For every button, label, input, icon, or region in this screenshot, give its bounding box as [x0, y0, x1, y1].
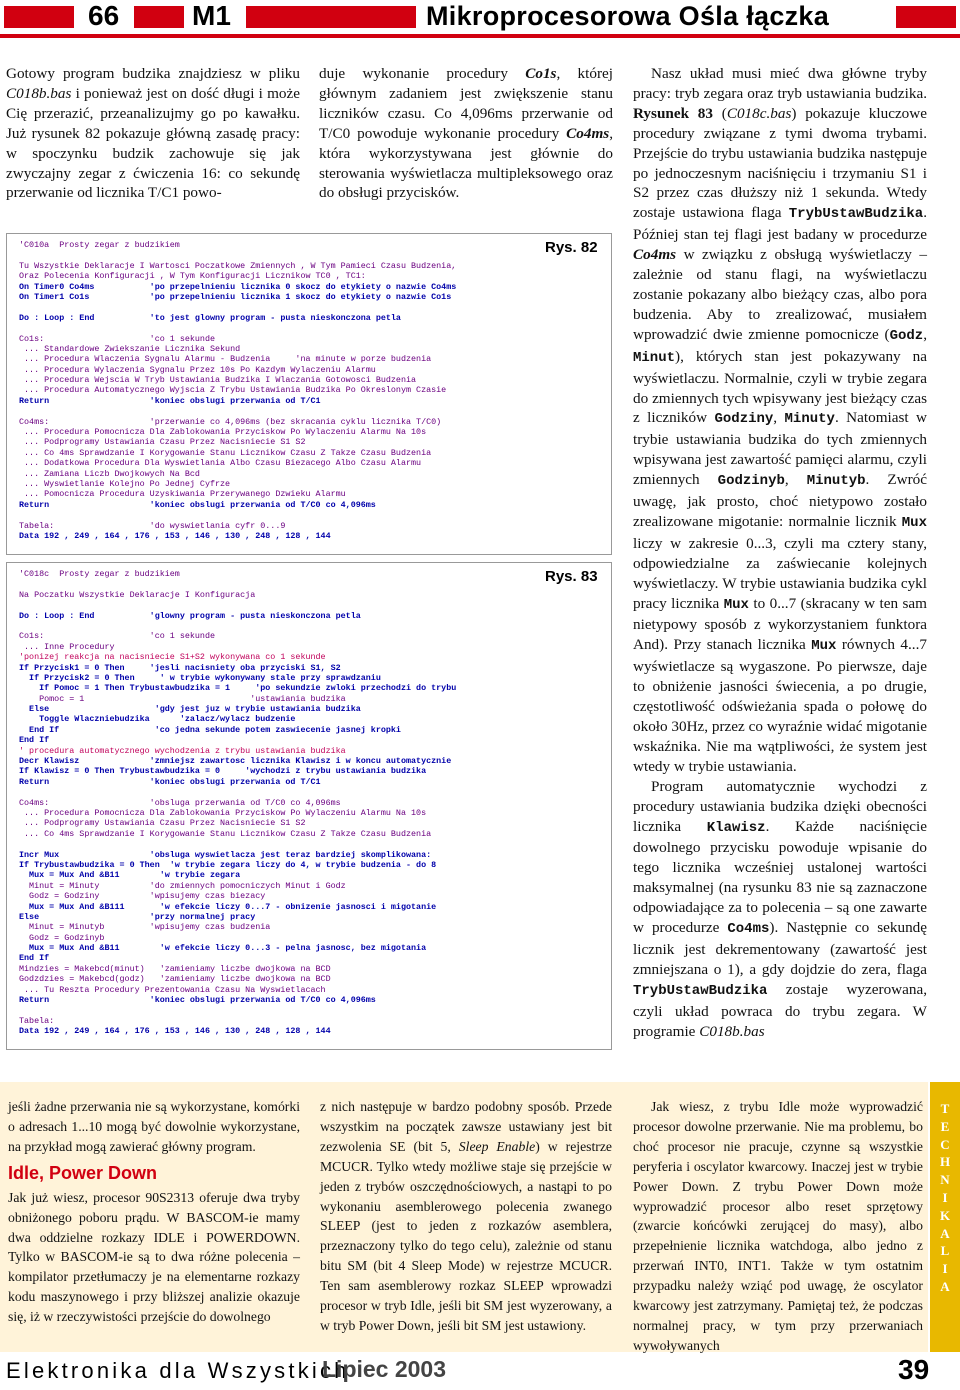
code-line: ... Procedura Automatycznego Wyjscia Z Trybu Ustawiania Budzika Po Okreslonym Czasie [19, 385, 447, 396]
code-line: ... Podprogramy Ustawiania Czasu Przez Nacisniecie S1 S2 [19, 437, 306, 448]
code-line: Return 'koniec obslugi przerwania od T/C1 [19, 395, 321, 406]
code-line: ... Podprogramy Ustawiania Czasu Przez Nacisniecie S1 S2 [19, 818, 306, 829]
code-line: ... Procedura Pomocnicza Dla Zablokowania Przyciskow Po Wylaczeniu Alarmu Na 10s [19, 427, 427, 438]
code-line: Minut = Minutyb 'wpisujemy czas budzenia [19, 922, 271, 933]
proc-name: Co4ms [566, 124, 610, 142]
side-tab-letters [930, 1082, 960, 1296]
code-line [19, 600, 611, 610]
code-line: ... Procedura Wlaczenia Sygnalu Alarmu - Budzenia 'na minute w porze budzenia [19, 354, 432, 365]
code-line: ... Zamiana Liczb Dwojkowych Na Bcd [19, 468, 200, 479]
side-tab-letter: C [940, 1136, 950, 1152]
code-line: 'ponizej reakcja na nacisniecie S1+S2 wykonywana co 1 sekunde [19, 652, 326, 663]
code-line: ... Inne Procedury [19, 641, 115, 652]
code-line: Incr Mux 'obsluga wyswietlacza jest teraz bardziej skomplikowana: [19, 849, 432, 860]
code-line: Mux = Mux And &B11 'w efekcie liczy 0...3 - pelna jasnosc, bez migotania [19, 943, 427, 954]
header-bar-end [896, 6, 956, 28]
column-3-text: Nasz układ musi mieć dwa główne tryby pracy: tryb zegara oraz tryb ustawiania budzika. Rysunek 83 (C018c.bas) pokazuje kluczowe procedury związane z tymi dwoma trybami. Przejście do trybu ustawiania budzika następuje po jednoczesnym naciśnięciu i trzymaniu S1 i S2 przez czas dłuższy niż 1 sekunda. Wtedy zostaje ustawiona flaga TrybUstawBudzika. Później stan tej flagi jest badany w procedurze Co4ms w związku z obsługą wyświetlaczy – zależnie od stanu flagi, na wyświetlaczu zostanie pokazany albo bieżący czas, albo pora budzenia. Aby to zrealizować, musiałem wprowadzić dwie zmienne pomocnicze (Godz, Minut), których stan jest pokazywany na wyświetlaczu. Normalnie, czyli w trybie zegara do zmiennych tych wpisywany jest bieżący czas z liczników Godziny, Minuty. Natomiast w trybie ustawiania budzika do tych zmiennych wpisywana jest zawartość pamięci alarmu, czyli zmiennych Godzinyb, Minutyb. Zwróć uwagę, jak prosto, choć nietypowo zostało zrealizowane migotanie: normalnie licznik Mux liczy w zakresie 0...3, czyli ma cztery stany, odpowiedzialne za zaświecanie kolejnych wyświetlaczy. W trybie ustawiania budzika cykl pracy licznika Mux to 0...7 (skracany w ten sam nietypowy sposób z wykorzystaniem funktora And). Przy stanach licznika Mux równych 4...7 wyświetlacze są wygaszone. Po pierwsze, daje to obniżenie jasności świecenia, a po drugie, częstotliwość odświeżania spada o połowę do około 30Hz, przez co wyraźnie widać migotanie wskaźnika. Nie ma wątpliwości, że system jest wtedy w trybie ustawiania. Program automatycznie wychodzi z procedury ustawiania budzika dzięki obecności licznika Klawisz. Każde naciśnięcie dowolnego przycisku powoduje wpisanie do tego licznika wcześniej ustalonej wartości maksymalnej (na rysunku 83 nie są zaznaczone odpowiadające za to polecenia – są one zawarte w procedurze Co4ms). Następnie co sekundę licznik jest dekrementowany (zawartość jest zmniejszana o 1), a gdy dojdzie do zera, flaga TrybUstawBudzika zostaje wyzerowana, czyli układ powraca do trybu zegara. W programie C018b.bas [633, 65, 927, 1040]
code-line: Na Poczatku Wszystkie Deklaracje I Konfiguracja [19, 589, 256, 600]
code-line: Godz = Godzinyb [19, 932, 105, 943]
code-line [19, 406, 611, 416]
code-line: On Timer1 Co1s 'po przepelnieniu licznika 1 skocz do etykiety o nazwie Co1s [19, 291, 452, 302]
code-line: Mindzies = Makebcd(minut) 'zamieniamy liczbe dwojkowa na BCD [19, 963, 331, 974]
side-tab-letter: I [942, 1261, 948, 1277]
code-line: End If [19, 735, 50, 746]
section-tag: M1 [192, 0, 231, 31]
code-line [19, 510, 611, 520]
code-line: Do : Loop : End 'glowny program - pusta nieskonczona petla [19, 610, 361, 621]
side-tab-letter: A [940, 1225, 950, 1241]
code-line: Co4ms: 'obsluga przerwania od T/C0 co 4,096ms [19, 797, 341, 808]
code-line: Toggle Wlaczniebudzika 'zalacz/wylacz budzenie [19, 714, 296, 725]
side-tab-letter: L [940, 1243, 950, 1259]
code-line: Mux = Mux And &B11 'w trybie zegara [19, 870, 241, 881]
code-line: Else 'gdy jest juz w trybie ustawiania budzika [19, 704, 361, 715]
code-line: ' procedura automatycznego wychodzenia z trybu ustawiania budzika [19, 745, 346, 756]
code-line: Data 192 , 249 , 164 , 176 , 153 , 146 , 130 , 248 , 128 , 144 [19, 530, 331, 541]
code-line [19, 579, 611, 589]
code-line [19, 1005, 611, 1015]
side-tab-letter: K [939, 1207, 951, 1223]
code-line: Return 'koniec obslugi przerwania od T/C0 co 4,096ms [19, 995, 376, 1006]
code-line: Tu Wszystkie Deklaracje I Wartosci Poczatkowe Zmiennych , W Tym Pamieci Czasu Budzenia, [19, 260, 457, 271]
code-line [19, 302, 611, 312]
code-line: Decr Klawisz 'zmniejsz zawartosc licznika Klawisz i w koncu automatycznie [19, 756, 452, 767]
code-line: ... Standardowe Zwiekszanie Licznika Sekund [19, 343, 241, 354]
code-line: 'C010a Prosty zegar z budzikiem [19, 240, 180, 250]
code-line: Return 'koniec obslugi przerwania od T/C1 [19, 776, 321, 787]
code-listing-rys82 [6, 233, 612, 555]
code-line: Pomoc = 1 'ustawiania budzika [19, 693, 346, 704]
code-line: ... Pomocnicza Procedura Uzyskiwania Przerywanego Dzwieku Alarmu [19, 489, 346, 500]
header-title: Mikroprocesorowa Ośla łączka [426, 1, 830, 31]
band-column-1: jeśli żadne przerwania nie są wykorzystane, komórki o adresach 1...10 mogą być dowolnie wykorzystane, na przykład mogą zawierać główny program. Idle, Power Down Jak już wiesz, procesor 90S2313 oferuje dwa tryby obniżonego poboru prądu. W BASCOM-ie mamy dwa oddzielne rozkazy IDLE i POWERDOWN. Tylko w BASCOM-ie są to dwa różne polecenia – kompilator przetłumaczy je na elementarne rozkazy kodu maszynowego i przy bliższej analizie okazuje się, iż w rzeczywistości przejście do dowolnego [8, 1099, 300, 1325]
code-line: If Trybustawbudzika = 0 Then 'w trybie zegara liczy do 4, w trybie budzenia - do 8 [19, 859, 437, 870]
side-tab-letter: H [939, 1154, 951, 1170]
code-line: Oraz Polecenia Konfiguracji , W Tym Konfiguracji Licznikow TC0 , TC1: [19, 271, 366, 282]
code-line: ... Procedura Wejscia W Tryb Ustawiania Budzika I Wlaczania Gotowosci Budzenia [19, 375, 417, 386]
code-line: ... Wyswietlanie Kolejno Po Jednej Cyfrze [19, 478, 231, 489]
header-bar-mid [134, 6, 184, 28]
figure-label-82: Rys. 82 [545, 239, 598, 256]
code-line [19, 621, 611, 631]
code-line [19, 787, 611, 797]
code-line: Godz = Godziny 'wpisujemy czas biezacy [19, 891, 266, 902]
side-tab-letter: A [940, 1278, 950, 1294]
code-line: On Timer0 Co4ms 'po przepelnieniu licznika 0 skocz do etykiety o nazwie Co4ms [19, 281, 457, 292]
figure-label-83: Rys. 83 [545, 568, 598, 585]
code-line: End If 'co jedna sekunde potem zaswiecenie jasnej kropki [19, 724, 401, 735]
code-listing-rys83 [6, 562, 612, 1050]
code-line: ... Co 4ms Sprawdzanie I Korygowanie Stanu Licznikow Czasu Z Takze Czasu Budzenia [19, 447, 432, 458]
side-tab-technikalia [930, 1082, 960, 1352]
code-line: If Klawisz = 0 Then Trybustawbudzika = 0 'wychodzi z trybu ustawiania budzika [19, 766, 427, 777]
issue-date: Lipiec 2003 [322, 1356, 447, 1382]
code-line [19, 323, 611, 333]
code-line: Data 192 , 249 , 164 , 176 , 153 , 146 , 130 , 248 , 128 , 144 [19, 1026, 331, 1037]
code-line: If Przycisk2 = 0 Then ' w trybie wykonywany stale przy sprawdzaniu [19, 672, 381, 683]
code-line: Tabela: 'do wyswietlania cyfr 0...9 [19, 520, 286, 531]
code-line [19, 839, 611, 849]
code-line: 'C018c Prosty zegar z budzikiem [19, 569, 180, 579]
page-number: 39 [898, 1354, 930, 1385]
header-rule [0, 34, 960, 38]
section-heading: Idle, Power Down [8, 1162, 158, 1183]
side-tab-letter: E [940, 1118, 950, 1134]
code-line: Minut = Minuty 'do zmiennych pomocniczych Minut i Godz [19, 880, 346, 891]
code-line: Co1s: 'co 1 sekunde [19, 333, 216, 344]
page-number-top: 66 [88, 0, 120, 31]
code-line: Else 'przy normalnej pracy [19, 911, 256, 922]
code-line: Mux = Mux And &B111 'w efekcie liczy 0...7 - obnizenie jasnosci i migotanie [19, 901, 437, 912]
code-line: ... Procedura Wylaczenia Sygnalu Przez 10s Po Kazdym Wylaczeniu Alarmu [19, 364, 376, 375]
proc-name: Co1s [525, 65, 557, 82]
side-tab-letter: T [940, 1101, 950, 1116]
code-line: Godzdzies = Makebcd(godz) 'zamieniamy liczbe dwojkowa na BCD [19, 974, 331, 985]
code-line: Co1s: 'co 1 sekunde [19, 631, 216, 642]
column-2-intro: duje wykonanie procedury Co1s, której głównym zadaniem jest zwiększenie stanu liczników czasu. Co 4,096ms przerwanie od T/C0 powoduje wykonanie procedury Co4ms, która wykorzystywana jest głównie do sterowania wyświetlacza multipleksowego oraz do obsługi przycisków. [319, 65, 613, 202]
page-header [0, 0, 960, 34]
code-line: Co4ms: 'przerwanie co 4,096ms (bez skracania cyklu licznika T/C0) [19, 416, 442, 427]
header-bar-right [246, 6, 416, 28]
code-line: ... Procedura Pomocnicza Dla Zablokowania Przyciskow Po Wylaczeniu Alarmu Na 10s [19, 807, 427, 818]
band-column-2: z nich następuje w bardzo podobny sposób. Przede wszystkim na początek zawsze ustawiany jest bit zezwolenia SE (bit 5, Sleep Enable) w rejestrze MCUCR. Tylko wtedy możliwe staje się przejście w jeden z trybów oszczędnościowych, a nastąpi to po wykonaniu asemblerowego polecenia zwanego SLEEP (jest to jeden z rozkazów asemblera, przeznaczony tylko do tego celu), zależnie od stanu bitu SM (bit 4 Sleep Mode) w rejestrze MCUCR. Ten sam asemblerowy rozkaz SLEEP wprowadzi procesor w tryb Idle, jeśli bit SM jest wyzerowany, a w tryb Power Down, jeśli bit SM jest ustawiony. [320, 1099, 613, 1333]
code-line [19, 250, 611, 260]
code-line: ... Co 4ms Sprawdzanie I Korygowanie Stanu Licznikow Czasu Z Takze Czasu Budzenia [19, 828, 432, 839]
band-column-3: Jak wiesz, z trybu Idle może wyprowadzić procesor dowolne przerwanie. Nie ma problemu, bo choć procesor nie pracuje, czynne są wszystkie peryferia i oscylator kwarcowy. Inaczej jest w trybie Power Down. Z trybu Power Down może wyprowadzić procesor albo reset sprzętowy (zwarcie końcówki zerującej do masy), albo przepełnienie licznika watchdoga, albo jedno z przerwań INT0, INT1. Także w tym ostatnim przypadku należy wziąć pod uwagę, że oscylator kwarcowy jest zatrzymany. Pamiętaj też, że podczas normalnej pracy, w tym przy przerwaniach wywoływanych [633, 1099, 923, 1353]
header-bar-left [4, 6, 74, 28]
column-1-intro: Gotowy program budzika znajdziesz w pliku C018b.bas i ponieważ jest on dość długi i może Cię przerazić, przeanalizujmy go po kawałku. Już rysunek 82 pokazuje główną zasadę pracy: w spoczynku budzik zachowuje się jak zwyczajny zegar z ćwiczenia 16: co sekundę przerwanie od licznika T/C1 powo- [6, 65, 300, 202]
code-line: End If [19, 953, 50, 964]
magazine-name: Elektronika dla Wszystkich [6, 1358, 350, 1383]
file-name: C018b.bas [6, 84, 72, 102]
code-line: Do : Loop : End 'to jest glowny program - pusta nieskonczona petla [19, 312, 401, 323]
code-line: If Przycisk1 = 0 Then 'jesli nacisniety oba przyciski S1, S2 [19, 662, 341, 673]
side-tab-letter: N [940, 1172, 950, 1188]
code-line: ... Dodatkowa Procedura Dla Wyswietlania Albo Czasu Biezacego Albo Czasu Alarmu [19, 458, 422, 469]
code-line: Return 'koniec obslugi przerwania od T/C0 co 4,096ms [19, 499, 376, 510]
side-tab-letter: I [942, 1189, 948, 1205]
code-line: ... Tu Reszta Procedury Prezentowania Czasu Na Wyswietlacach [19, 984, 326, 995]
code-line: Tabela: [19, 1015, 55, 1026]
code-line: If Pomoc = 1 Then Trybustawbudzika = 1 'po sekundzie zwloki przechodzi do trybu [19, 683, 457, 694]
